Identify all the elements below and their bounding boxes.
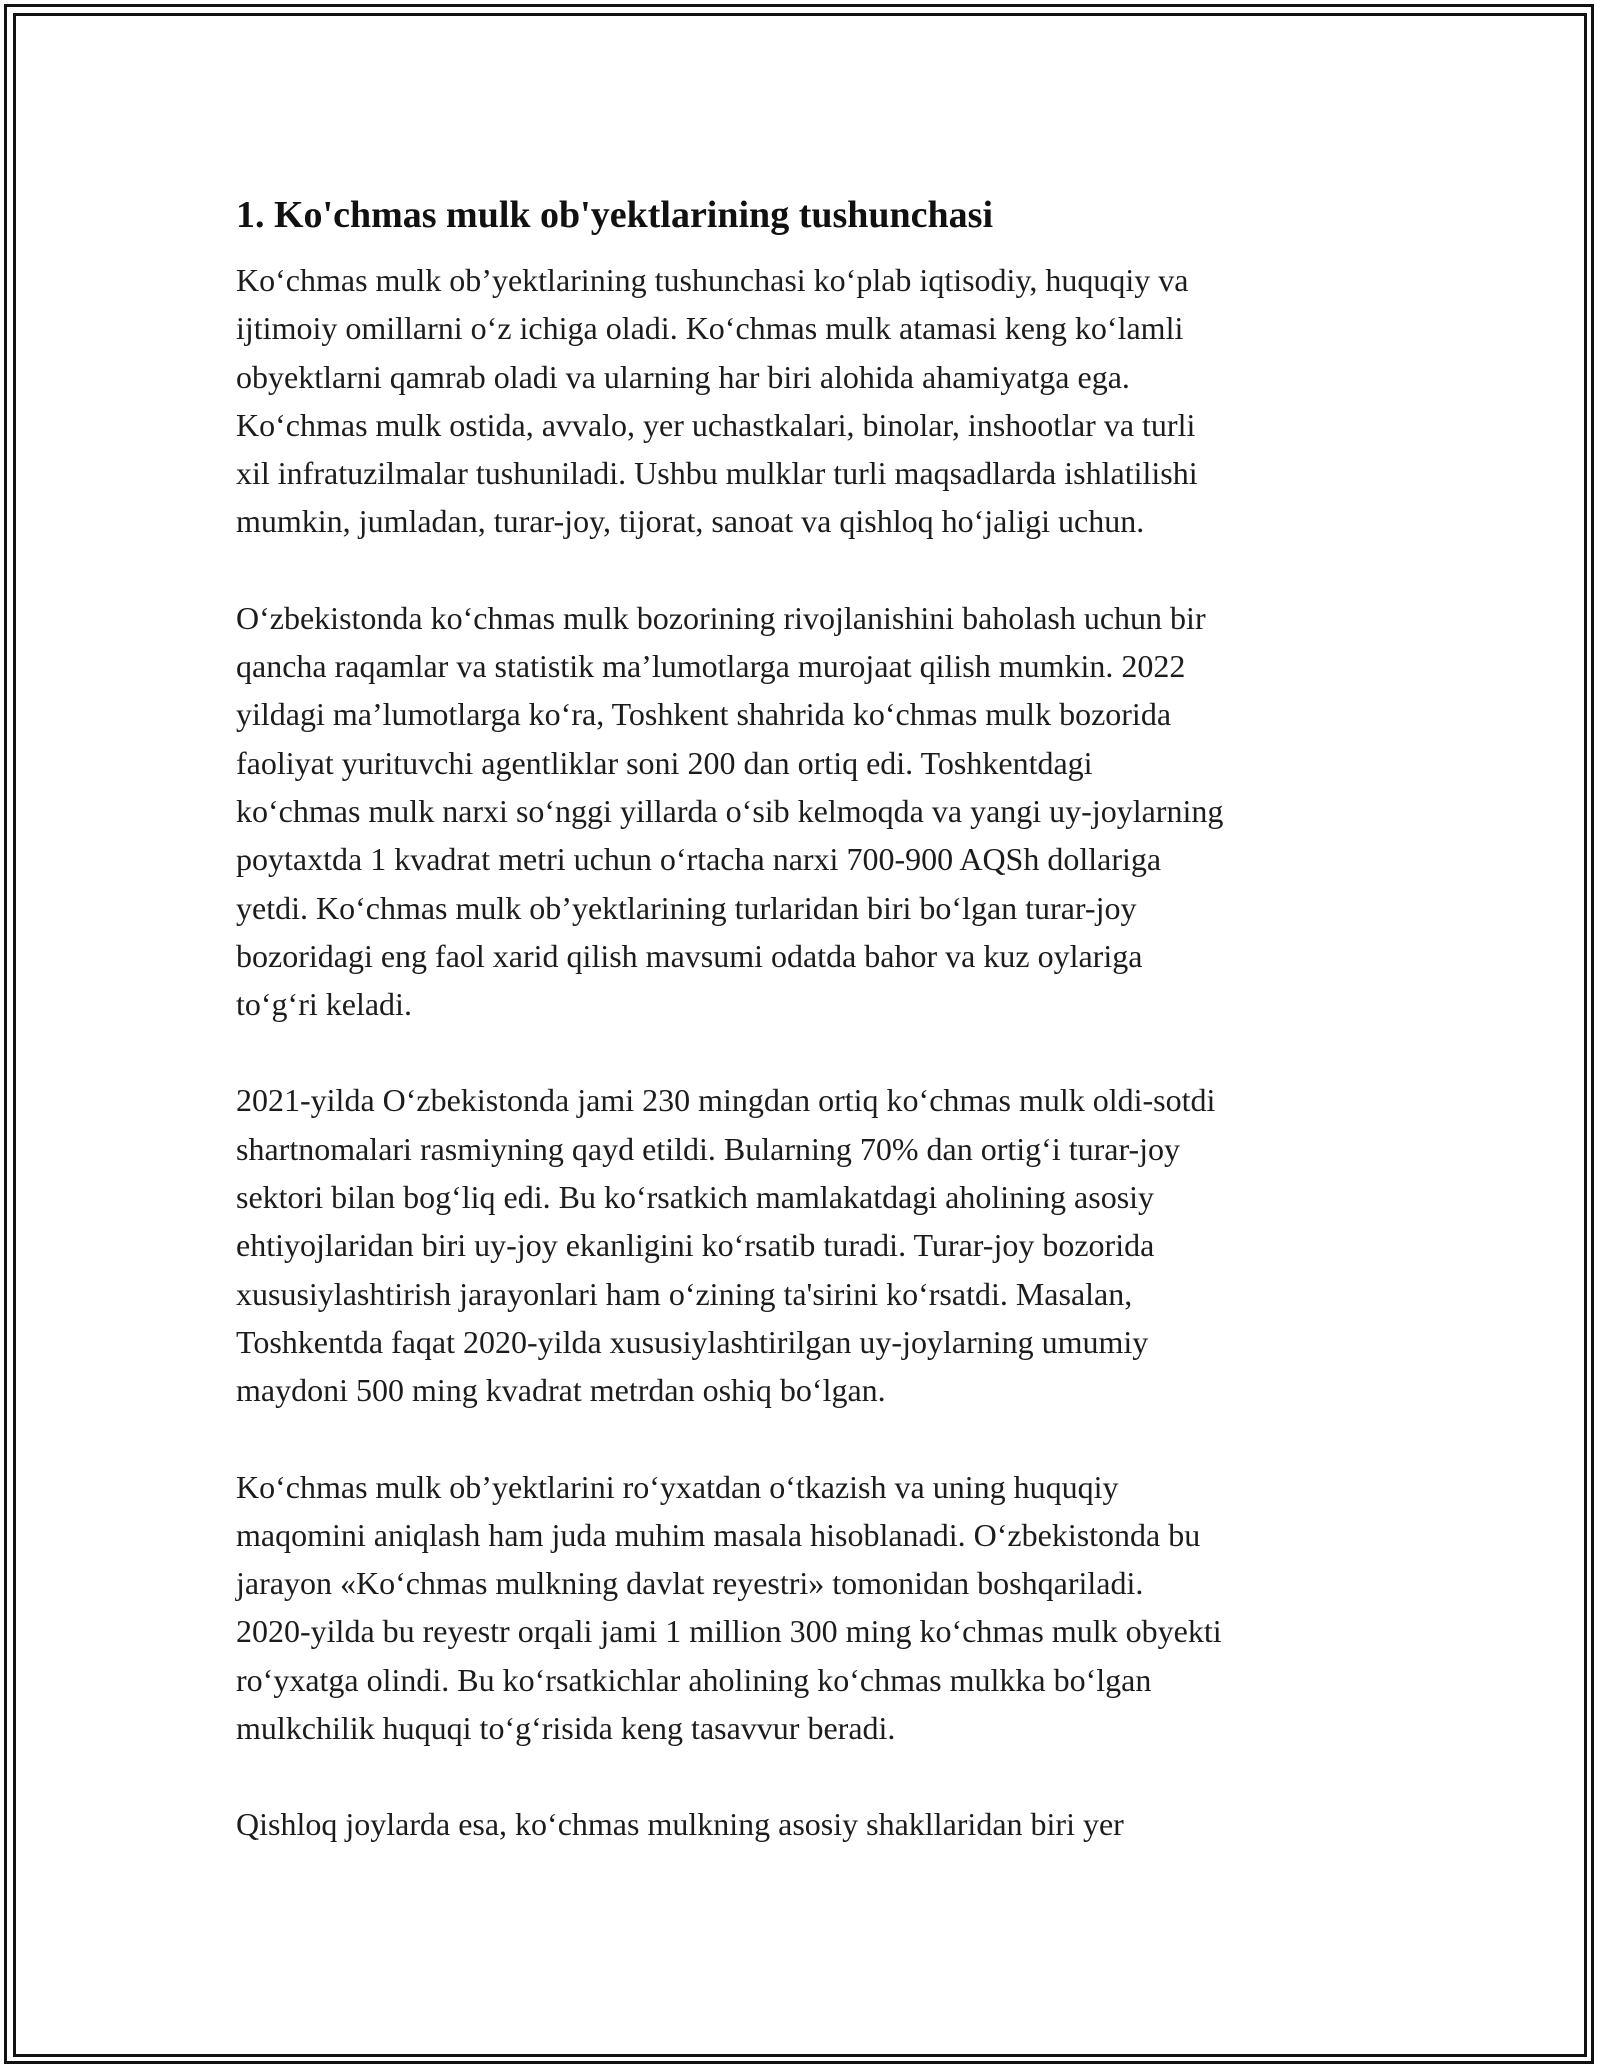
text-line: Qishloq joylarda esa, ko‘chmas mulkning asosiy shakllaridan biri yer	[236, 1806, 1124, 1843]
paragraphs-container	[236, 256, 1376, 1849]
paragraph	[236, 256, 1376, 546]
text-line: Ko‘chmas mulk ob’yektlarining tushunchasi ko‘plab iqtisodiy, huquqiy va	[236, 262, 1189, 298]
text-line: ro‘yxatga olindi. Bu ko‘rsatkichlar aholining ko‘chmas mulkka bo‘lgan	[236, 1661, 1152, 1698]
text-line: yetdi. Ko‘chmas mulk ob’yektlarining turlaridan biri bo‘lgan turar-joy	[236, 889, 1137, 926]
paragraph	[236, 1800, 1376, 1848]
paragraph	[236, 1463, 1376, 1753]
text-line: poytaxtda 1 kvadrat metri uchun o‘rtacha narxi 700-900 AQSh dollariga	[236, 841, 1162, 878]
text-line: obyektlarni qamrab oladi va ularning har biri alohida ahamiyatga ega.	[236, 358, 1130, 395]
text-line: mumkin, jumladan, turar-joy, tijorat, sanoat va qishloq ho‘jaligi uchun.	[236, 503, 1145, 540]
text-line: bozoridagi eng faol xarid qilish mavsumi odatda bahor va kuz oylariga	[236, 937, 1143, 974]
text-line: maydoni 500 ming kvadrat metrdan oshiq bo‘lgan.	[236, 1372, 886, 1409]
text-line: qancha raqamlar va statistik ma’lumotlarga murojaat qilish mumkin. 2022	[236, 648, 1186, 685]
text-line: sektori bilan bog‘liq edi. Bu ko‘rsatkich mamlakatdagi aholining asosiy	[236, 1179, 1155, 1216]
text-line: shartnomalari rasmiyning qayd etildi. Bularning 70% dan ortig‘i turar-joy	[236, 1130, 1181, 1167]
text-line: ko‘chmas mulk narxi so‘nggi yillarda o‘sib kelmoqda va yangi uy-joylarning	[236, 792, 1224, 829]
text-line: xil infratuzilmalar tushuniladi. Ushbu mulklar turli maqsadlarda ishlatilishi	[236, 455, 1198, 492]
text-line: 2020-yilda bu reyestr orqali jami 1 million 300 ming ko‘chmas mulk obyekti	[236, 1613, 1222, 1650]
text-line: faoliyat yurituvchi agentliklar soni 200 dan ortiq edi. Toshkentdagi	[236, 744, 1093, 781]
text-line: ijtimoiy omillarni o‘z ichiga oladi. Ko‘chmas mulk atamasi keng ko‘lamli	[236, 310, 1184, 347]
text-line: mulkchilik huquqi to‘g‘risida keng tasavvur beradi.	[236, 1710, 896, 1747]
text-line: xususiylashtirish jarayonlari ham o‘zining ta'sirini ko‘rsatdi. Masalan,	[236, 1275, 1133, 1312]
paragraph	[236, 1076, 1376, 1414]
text-line: 2021-yilda O‘zbekistonda jami 230 mingdan ortiq ko‘chmas mulk oldi-sotdi	[236, 1082, 1216, 1119]
text-line: to‘g‘ri keladi.	[236, 986, 412, 1023]
text-line: Ko‘chmas mulk ob’yektlarini ro‘yxatdan o‘tkazish va uning huquqiy	[236, 1468, 1119, 1505]
text-line: Ko‘chmas mulk ostida, avvalo, yer uchastkalari, binolar, inshootlar va turli	[236, 406, 1196, 443]
text-line: yildagi ma’lumotlarga ko‘ra, Toshkent shahrida ko‘chmas mulk bozorida	[236, 696, 1172, 733]
text-line: ehtiyojlaridan biri uy-joy ekanligini ko‘rsatib turadi. Turar-joy bozorida	[236, 1227, 1155, 1264]
text-line: Toshkentda faqat 2020-yilda xususiylashtirilgan uy-joylarning umumiy	[236, 1323, 1149, 1360]
text-line: jarayon «Ko‘chmas mulkning davlat reyestri» tomonidan boshqariladi.	[236, 1565, 1144, 1602]
paragraph	[236, 594, 1376, 1029]
document-body	[236, 188, 1376, 1897]
text-line: O‘zbekistonda ko‘chmas mulk bozorining rivojlanishini baholash uchun bir	[236, 599, 1206, 636]
text-line: maqomini aniqlash ham juda muhim masala hisoblanadi. O‘zbekistonda bu	[236, 1516, 1201, 1553]
section-heading: 1. Ko'chmas mulk ob'yektlarining tushunchasi	[236, 194, 994, 236]
